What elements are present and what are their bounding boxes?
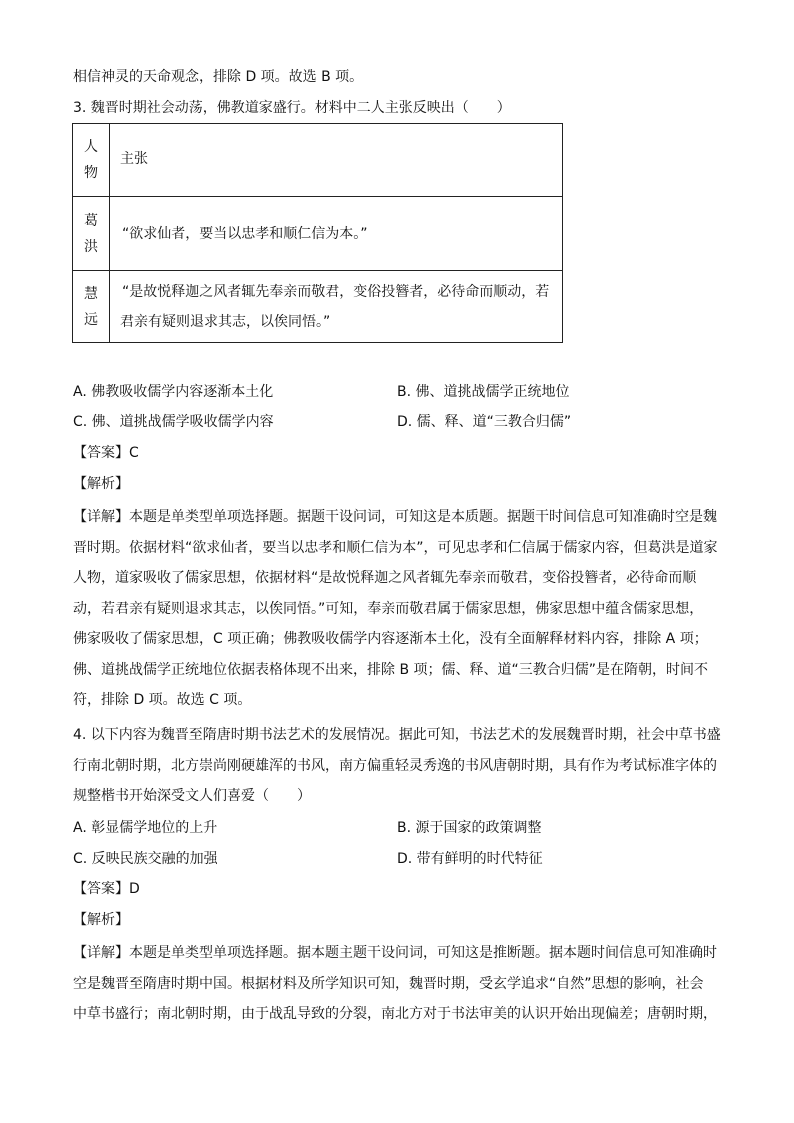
q3-option-c: C. 佛、道挑战儒学吸收儒学内容 <box>73 414 274 430</box>
q3-stem: 3. 魏晋时期社会动荡，佛教道家盛行。材料中二人主张反映出（ ） <box>73 100 511 116</box>
person-cell: 葛 洪 <box>73 197 110 271</box>
person-cell: 慧 远 <box>73 271 110 343</box>
claim-cell: “欲求仙者，要当以忠孝和顺仁信为本。” <box>110 197 563 271</box>
claim-cell: “是故悦释迦之风者辄先奉亲而敬君，变俗投簪者，必待命而顺动，若 君亲有疑则退求其志，以俟同悟。” <box>110 271 563 343</box>
q4-option-a: A. 彰显儒学地位的上升 <box>73 820 218 836</box>
q4-answer: 【答案】D <box>73 881 140 897</box>
table-row <box>73 197 563 271</box>
q3-option-a: A. 佛教吸收儒学内容逐渐本土化 <box>73 384 274 400</box>
q3-answer: 【答案】C <box>73 445 139 461</box>
q4-analysis-label: 【解析】 <box>73 912 129 928</box>
q3-analysis-label: 【解析】 <box>73 476 129 492</box>
q4-stem: 4. 以下内容为魏晋至隋唐时期书法艺术的发展情况。据此可知，书法艺术的发展魏晋时期，社会中草书盛 行南北朝时期，北方崇尚刚硬雄浑的书风，南方偏重轻灵秀逸的书风唐朝时期，具有作为考试标准字体的 规整楷书开始深受文人们喜爱（ ） <box>73 727 721 804</box>
q4-option-c: C. 反映民族交融的加强 <box>73 851 218 867</box>
q3-material-table <box>72 123 563 343</box>
q3-detail: 【详解】本题是单类型单项选择题。据题干设问词，可知这是本质题。据题干时间信息可知准确时空是魏 晋时期。依据材料“欲求仙者，要当以忠孝和顺仁信为本”，可见忠孝和仁信属于儒家内容，但葛洪是道家 人物，道家吸收了儒家思想，依据材料“是故悦释迦之风者辄先奉亲而敬君，变俗投簪者，必待命而顺 动，若君亲有疑则退求其志，以俟同悟。”可知，奉亲而敬君属于儒家思想，佛家思想中蕴含儒家思想， 佛家吸收了儒家思想，C 项正确；佛教吸收儒学内容逐渐本土化，没有全面解释材料内容，排除 A 项； 佛、道挑战儒学正统地位依据表格体现不出来，排除 B 项；儒、释、道“三教合归儒”是在隋朝，时间不 符，排除 D 项。故选 C 项。 <box>73 509 718 708</box>
header-claim-cell: 主张 <box>110 124 563 197</box>
q3-option-b: B. 佛、道挑战儒学正统地位 <box>397 384 570 400</box>
header-person-cell: 人 物 <box>73 124 110 197</box>
intro-line: 相信神灵的天命观念，排除 D 项。故选 B 项。 <box>73 69 364 85</box>
q4-option-d: D. 带有鲜明的时代特征 <box>397 851 543 867</box>
q4-detail: 【详解】本题是单类型单项选择题。据本题主题干设问词，可知这是推断题。据本题时间信息可知准确时 空是魏晋至隋唐时期中国。根据材料及所学知识可知，魏晋时期，受玄学追求“自然”思想的影响，社会 中草书盛行；南北朝时期，由于战乱导致的分裂，南北方对于书法审美的认识开始出现偏差；唐朝时期， <box>73 945 717 1022</box>
q3-option-d: D. 儒、释、道“三教合归儒” <box>397 414 572 430</box>
table-row <box>73 271 563 343</box>
q4-option-b: B. 源于国家的政策调整 <box>397 820 542 836</box>
table-header-row <box>73 124 563 197</box>
